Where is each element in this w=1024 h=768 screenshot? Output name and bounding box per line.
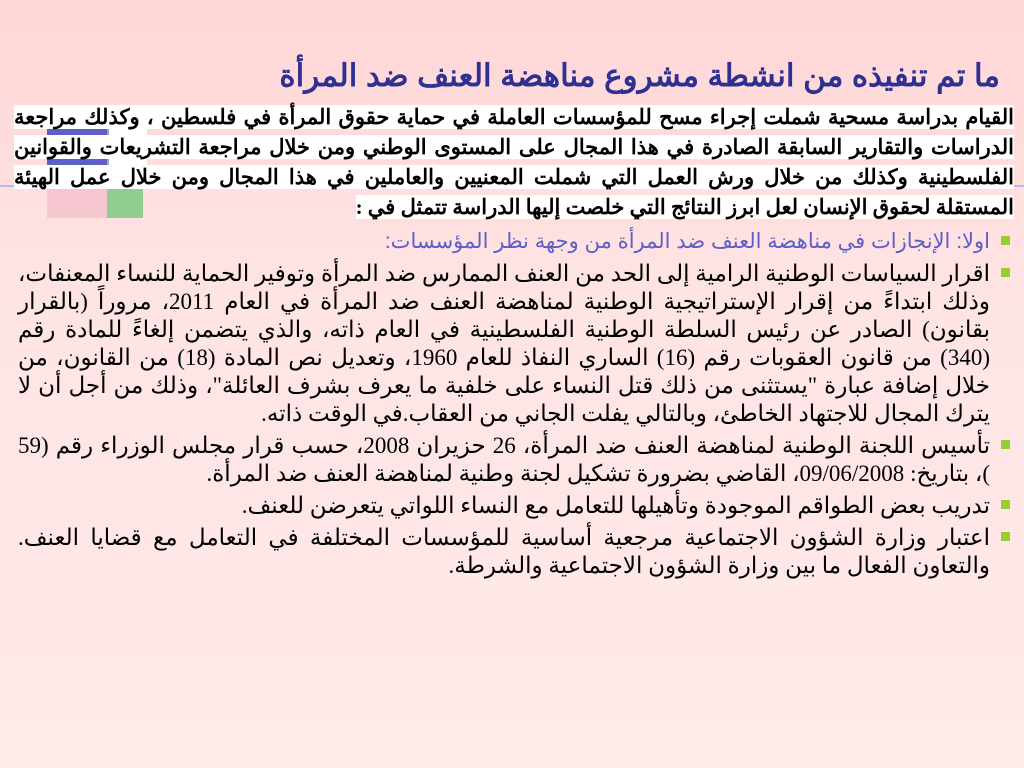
list-item [14,432,1014,488]
slide-content [14,102,1014,580]
bullet-list [14,228,1014,580]
list-item-text: تدريب بعض الطواقم الموجودة وتأهيلها للتعامل مع النساء اللواتي يتعرضن للعنف. [241,493,990,518]
intro-text: القيام بدراسة مسحية شملت إجراء مسح للمؤسسات العاملة في حماية حقوق المرأة في فلسطين ، وكذلك مراجعة الدراسات والتقارير السابقة الصادرة في هذا المجال على المستوى الوطني ومن خلال مراجعة التشريعات والقوانين الفلسطينية وكذلك من خلال ورش العمل التي شملت المعنيين والعاملين في هذا المجال ومن خلال عمل الهيئة المستقلة لحقوق الإنسان لعل ابرز النتائج التي خلصت إليها الدراسة تتمثل في : [14,105,1014,219]
list-item-text: اقرار السياسات الوطنية الرامية إلى الحد من العنف الممارس ضد المرأة وتوفير الحماية للنساء المعنفات، وذلك ابتداءً من إقرار الإستراتيجية الوطنية لمناهضة العنف ضد المرأة في العام 2011، مروراً (بالقرار بقانون) الصادر عن رئيس السلطة الوطنية الفلسطينية في العام ذاته، والذي يتضمن إلغاءً للمادة رقم (340) من قانون العقوبات رقم (16) الساري النفاذ للعام 1960، وتعديل نص المادة (18) من القانون، من خلال إضافة عبارة "يستثنى من ذلك قتل النساء على خلفية ما يعرف بشرف العائلة"، وذلك من أجل أن لا يترك المجال للاجتهاد الخاطئ، وبالتالي يفلت الجاني من العقاب.في الوقت ذاته. [18,261,991,426]
square-bullet-icon [1001,532,1010,541]
square-bullet-icon [1001,500,1010,509]
square-bullet-icon [1001,268,1010,277]
list-item-text: اولا: الإنجازات في مناهضة العنف ضد المرأة من وجهة نظر المؤسسات: [384,230,990,253]
list-item [14,524,1014,580]
list-item [14,260,1014,428]
list-item-text: تأسيس اللجنة الوطنية لمناهضة العنف ضد المرأة، 26 حزيران 2008، حسب قرار مجلس الوزراء رقم (59 )، بتاريخ: 09/06/2008، القاضي بضرورة تشكيل لجنة وطنية لمناهضة العنف ضد المرأة. [18,433,991,486]
list-item [14,492,1014,520]
intro-paragraph [14,102,1014,222]
slide-title: ما تم تنفيذه من انشطة مشروع مناهضة العنف ضد المرأة [279,58,1000,93]
square-bullet-icon [1001,440,1010,449]
list-item-heading [14,228,1014,256]
square-bullet-icon [1001,236,1010,245]
list-item-text: اعتبار وزارة الشؤون الاجتماعية مرجعية أساسية للمؤسسات المختلفة في التعامل مع قضايا العنف. والتعاون الفعال ما بين وزارة الشؤون الاجتماعية والشرطة. [18,525,990,578]
